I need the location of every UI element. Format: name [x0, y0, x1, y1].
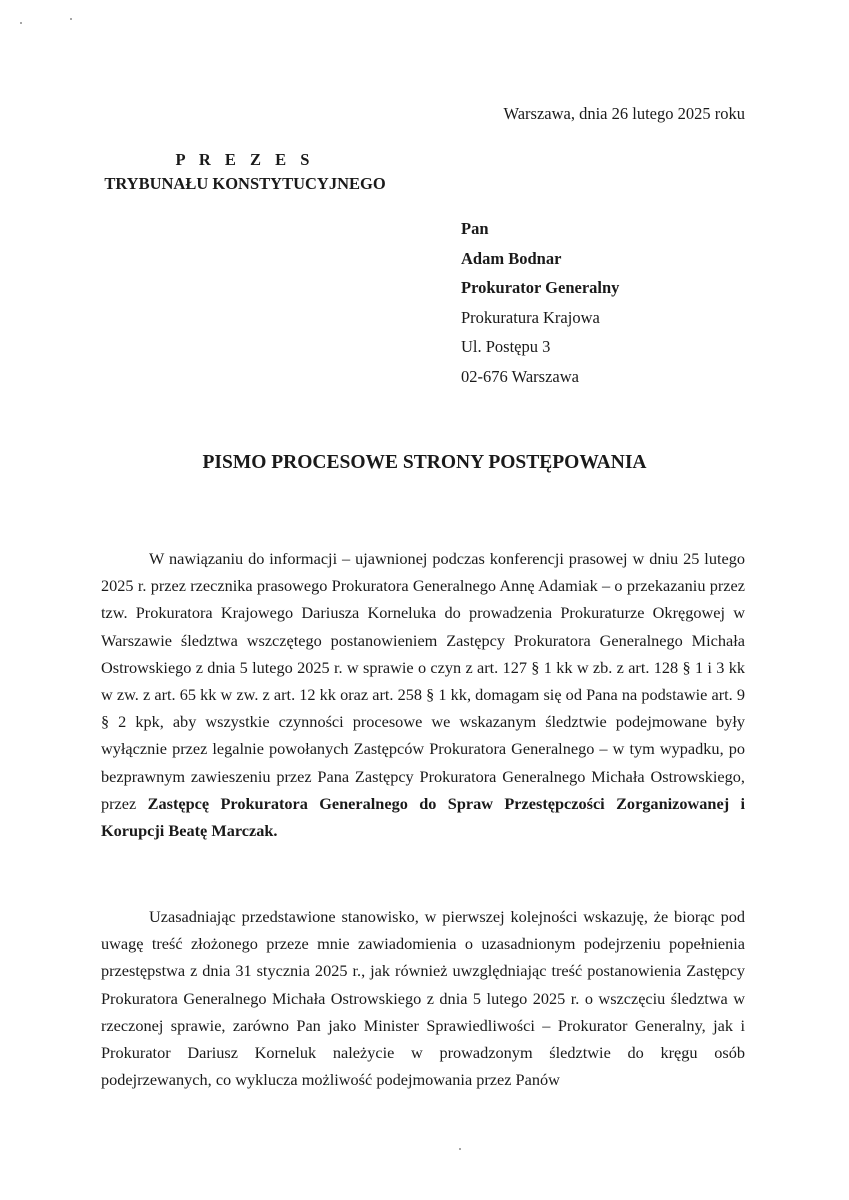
issuer-title: P R E Z E S [175, 150, 315, 169]
recipient-salutation: Pan [461, 219, 489, 238]
recipient-institution: Prokuratura Krajowa [461, 307, 600, 327]
place-and-date: Warszawa, dnia 26 lutego 2025 roku [503, 104, 745, 123]
body-paragraph-1 [101, 545, 745, 844]
issuer-block [80, 148, 410, 196]
recipient-name: Adam Bodnar [461, 248, 562, 268]
issuer-institution: TRYBUNAŁU KONSTYTUCYJNEGO [104, 174, 386, 193]
recipient-position: Prokurator Generalny [461, 278, 620, 298]
recipient-city: 02-676 Warszawa [461, 366, 579, 386]
body-paragraph-2: Uzasadniając przedstawione stanowisko, w pierwszej kolejności wskazuję, że biorąc pod uwagę treść złożonego przeze mnie zawiadomienia o uzasadnionym podejrzeniu popełnienia przestępstwa z dnia 31 stycznia 2025 r., jak również uwzględniając treść postanowienia Zastępcy Prokuratora Generalnego Michała Ostrowskiego z dnia 5 lutego 2025 r. o wszczęciu śledztwa w rzeczonej sprawie, zarówno Pan jako Minister Sprawiedliwości – Prokurator Generalny, jak i Prokurator Dariusz Korneluk należycie w prowadzonym śledztwie do kręgu osób podejrzewanych, co wyklucza możliwość podejmowania przez Panów [101, 907, 745, 1090]
document-title: PISMO PROCESOWE STRONY POSTĘPOWANIA [202, 452, 647, 473]
paragraph-1-text: W nawiązaniu do informacji – ujawnionej podczas konferencji prasowej w dniu 25 lutego 2025 r. przez rzecznika prasowego Prokuratora Generalnego Annę Adamiak – o przekazaniu przez tzw. Prokuratora Krajowego Dariusza Korneluka do prowadzenia Prokuraturze Okręgowej w Warszawie śledztwa wszczętego postanowieniem Zastępcy Prokuratora Generalnego Michała Ostrowskiego z dnia 5 lutego 2025 r. w sprawie o czyn z art. 127 § 1 kk w zb. z art. 128 § 1 i 3 kk w zw. z art. 65 kk w zw. z art. 12 kk oraz art. 258 § 1 kk, domagam się od Pana na podstawie art. 9 § 2 kpk, aby wszystkie czynności procesowe we wskazanym śledztwie podejmowane były wyłącznie przez legalnie powołanych Zastępców Prokuratora Generalnego – w tym wypadku, po bezprawnym zawieszeniu przez Pana Zastępcy Prokuratora Generalnego Michała Ostrowskiego, przez [101, 549, 745, 813]
recipient-address-block [461, 214, 619, 392]
paragraph-1-bold-text: Zastępcę Prokuratora Generalnego do Spraw Przestępczości Zorganizowanej i Korupcji Beatę Marczak. [101, 793, 746, 841]
recipient-street: Ul. Postępu 3 [461, 337, 551, 357]
